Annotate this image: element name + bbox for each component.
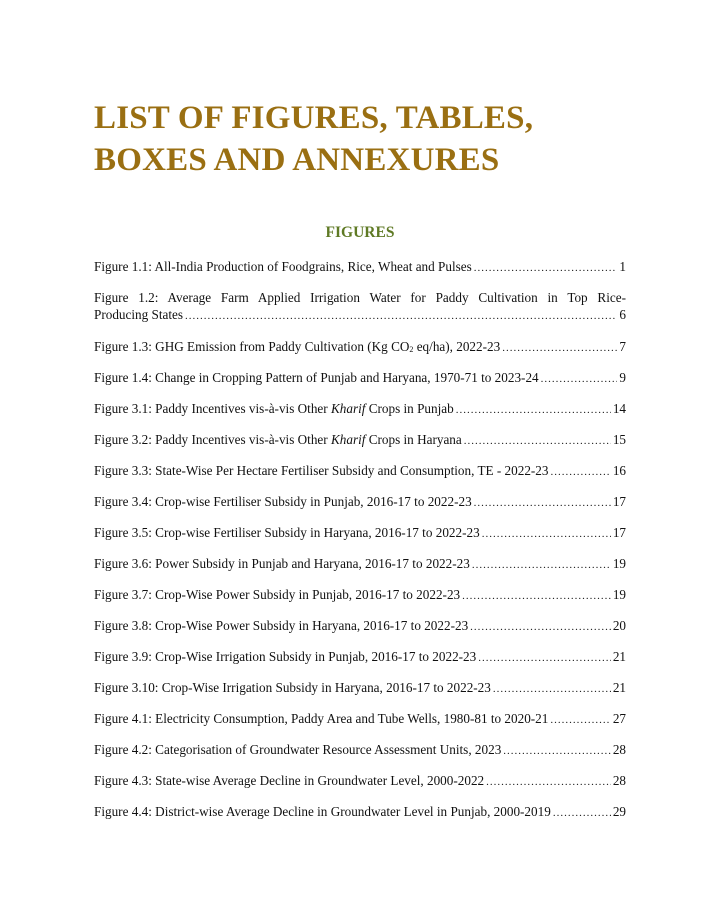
page-number: 21 bbox=[612, 680, 626, 695]
page-number: 29 bbox=[612, 804, 626, 819]
figure-title: Figure 3.4: Crop-wise Fertiliser Subsidy in Punjab, 2016-17 to 2022-23 bbox=[94, 494, 472, 509]
figure-entry-4-2[interactable] bbox=[94, 741, 626, 760]
figure-entry-3-6[interactable] bbox=[94, 555, 626, 574]
dot-leader bbox=[553, 805, 611, 822]
figure-entry-3-9[interactable] bbox=[94, 648, 626, 667]
dot-leader bbox=[502, 340, 617, 357]
figures-section-heading: FIGURES bbox=[325, 224, 395, 241]
figure-title-part: Figure 3.2: Paddy Incentives vis-à-vis Other bbox=[94, 432, 331, 447]
figure-title-part: eq/ha), 2022-23 bbox=[413, 339, 501, 354]
page-number: 19 bbox=[612, 556, 626, 571]
dot-leader bbox=[474, 495, 611, 512]
page-number: 17 bbox=[612, 525, 626, 540]
figure-entry-4-4[interactable] bbox=[94, 803, 626, 822]
dot-leader bbox=[474, 260, 618, 277]
figure-title-line-1: Figure 1.2: Average Farm Applied Irrigation Water for Paddy Cultivation in Top Rice- bbox=[94, 290, 626, 305]
figure-title: Figure 4.2: Categorisation of Groundwater Resource Assessment Units, 2023 bbox=[94, 742, 502, 757]
figure-title-part: Figure 3.1: Paddy Incentives vis-à-vis Other bbox=[94, 401, 331, 416]
figure-title bbox=[94, 338, 500, 358]
figure-title-part: Figure 1.3: GHG Emission from Paddy Cultivation (Kg CO bbox=[94, 339, 410, 354]
figure-entry-1-4[interactable] bbox=[94, 369, 626, 388]
figure-entry-3-4[interactable] bbox=[94, 493, 626, 512]
subscript: 2 bbox=[409, 345, 414, 354]
figure-title: Figure 1.4: Change in Cropping Pattern of Punjab and Haryana, 1970-71 to 2023-24 bbox=[94, 370, 539, 385]
page-number: 20 bbox=[612, 618, 626, 633]
figure-title: Figure 4.3: State-wise Average Decline in Groundwater Level, 2000-2022 bbox=[94, 773, 485, 788]
figure-title-line-2: Producing States bbox=[94, 307, 184, 322]
figure-entry-3-10[interactable] bbox=[94, 679, 626, 698]
page-number: 1 bbox=[619, 259, 626, 274]
figure-entry-4-1[interactable] bbox=[94, 710, 626, 729]
figure-entry-3-5[interactable] bbox=[94, 524, 626, 543]
figure-title: Figure 3.7: Crop-Wise Power Subsidy in Punjab, 2016-17 to 2022-23 bbox=[94, 587, 461, 602]
figure-title: Figure 3.8: Crop-Wise Power Subsidy in Haryana, 2016-17 to 2022-23 bbox=[94, 618, 469, 633]
page-number: 16 bbox=[612, 463, 626, 478]
figure-entry-3-3[interactable] bbox=[94, 462, 626, 481]
dot-leader bbox=[550, 712, 610, 729]
figure-title: Figure 3.6: Power Subsidy in Punjab and Haryana, 2016-17 to 2022-23 bbox=[94, 556, 470, 571]
figure-title: Figure 4.1: Electricity Consumption, Paddy Area and Tube Wells, 1980-81 to 2020-21 bbox=[94, 711, 549, 726]
dot-leader bbox=[456, 402, 611, 419]
page-number: 17 bbox=[612, 494, 626, 509]
figure-title-italic: Kharif bbox=[330, 401, 366, 416]
figure-title: Figure 3.9: Crop-Wise Irrigation Subsidy in Punjab, 2016-17 to 2022-23 bbox=[94, 649, 477, 664]
figure-entry-3-2[interactable] bbox=[94, 431, 626, 450]
page-number: 27 bbox=[612, 711, 626, 726]
dot-leader bbox=[462, 588, 611, 605]
page-number: 21 bbox=[612, 649, 626, 664]
page-number: 14 bbox=[612, 401, 626, 416]
figure-title: Figure 1.1: All-India Production of Foodgrains, Rice, Wheat and Pulses bbox=[94, 259, 472, 274]
page-number: 7 bbox=[619, 339, 626, 354]
page-number: 19 bbox=[612, 587, 626, 602]
page-number: 28 bbox=[612, 742, 626, 757]
figure-title: Figure 3.3: State-Wise Per Hectare Fertiliser Subsidy and Consumption, TE - 2022-23 bbox=[94, 463, 549, 478]
figure-title-part: Crops in Punjab bbox=[365, 401, 454, 416]
figure-title-italic: Kharif bbox=[330, 432, 366, 447]
page-number: 9 bbox=[619, 370, 626, 385]
figure-title: Figure 3.10: Crop-Wise Irrigation Subsidy in Haryana, 2016-17 to 2022-23 bbox=[94, 680, 491, 695]
figure-title bbox=[94, 431, 462, 448]
dot-leader bbox=[482, 526, 611, 543]
dot-leader bbox=[503, 743, 611, 760]
figure-title bbox=[94, 400, 454, 417]
dot-leader bbox=[464, 433, 611, 450]
dot-leader bbox=[493, 681, 611, 698]
figure-entry-1-1[interactable] bbox=[94, 258, 626, 277]
dot-leader bbox=[470, 619, 611, 636]
figure-title: Figure 4.4: District-wise Average Decline in Groundwater Level in Punjab, 2000-2019 bbox=[94, 804, 551, 819]
page-title bbox=[94, 97, 654, 181]
figure-title: Figure 3.5: Crop-wise Fertiliser Subsidy in Haryana, 2016-17 to 2022-23 bbox=[94, 525, 480, 540]
page-title-line-1: LIST OF FIGURES, TABLES, bbox=[94, 100, 534, 136]
figure-entry-1-2[interactable] bbox=[94, 289, 626, 325]
figure-entry-3-8[interactable] bbox=[94, 617, 626, 636]
page-number: 6 bbox=[619, 307, 626, 322]
dot-leader bbox=[478, 650, 611, 667]
page-number: 28 bbox=[612, 773, 626, 788]
dot-leader bbox=[541, 371, 618, 388]
dot-leader bbox=[486, 774, 611, 791]
figure-entry-1-3[interactable] bbox=[94, 338, 626, 358]
dot-leader bbox=[472, 557, 611, 574]
page-title-line-2: BOXES AND ANNEXURES bbox=[94, 142, 500, 178]
figure-entry-3-7[interactable] bbox=[94, 586, 626, 605]
dot-leader bbox=[185, 308, 617, 325]
page-number: 15 bbox=[612, 432, 626, 447]
figure-title-part: Crops in Haryana bbox=[365, 432, 462, 447]
dot-leader bbox=[551, 464, 611, 481]
figure-entry-4-3[interactable] bbox=[94, 772, 626, 791]
figure-entry-3-1[interactable] bbox=[94, 400, 626, 419]
